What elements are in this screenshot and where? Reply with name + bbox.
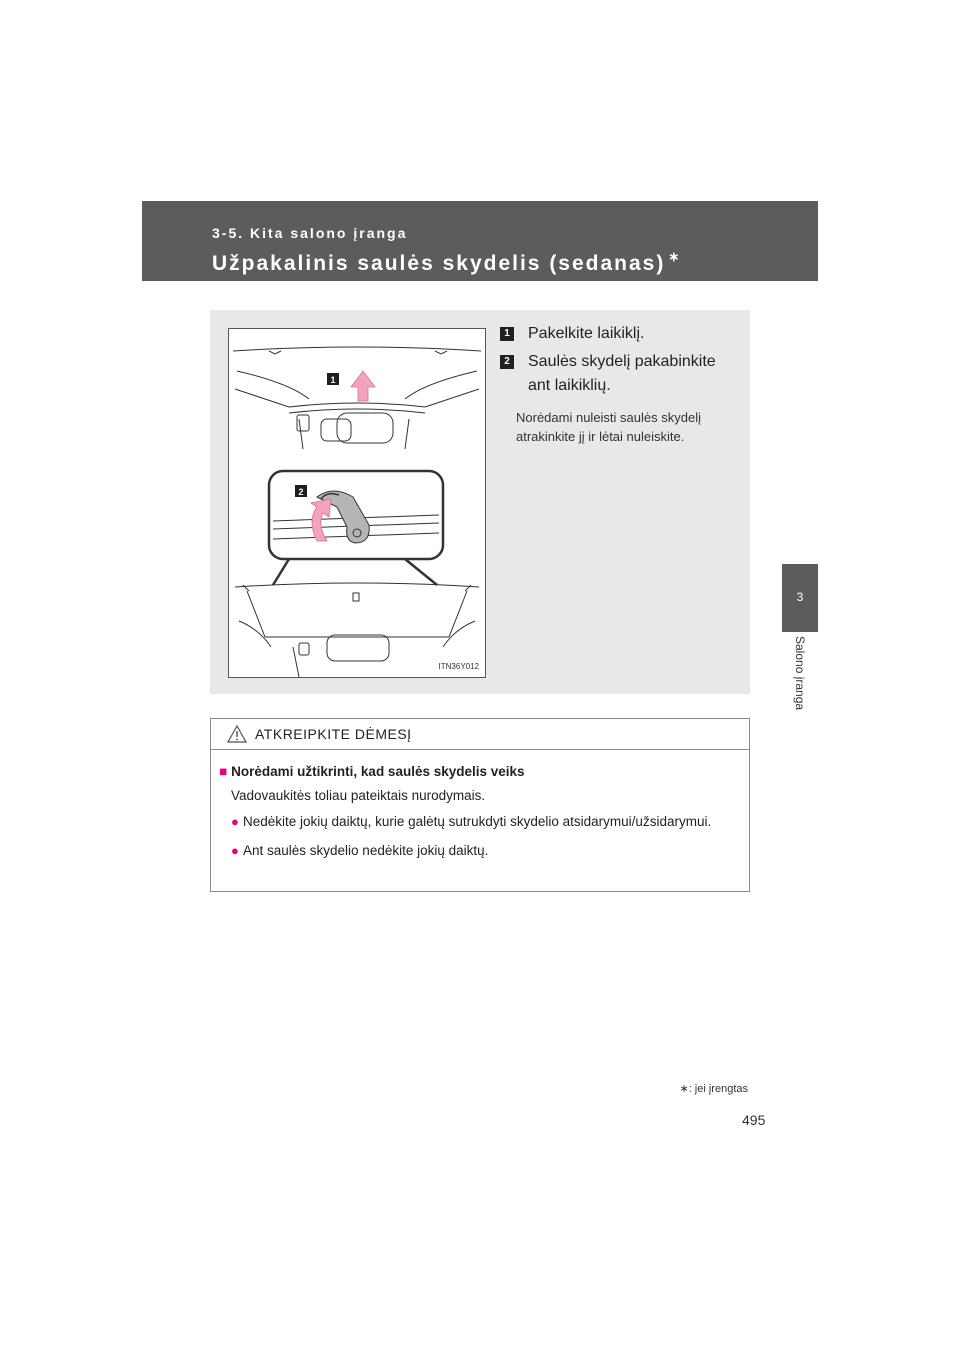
chapter-label [786, 636, 814, 736]
caution-box [210, 718, 750, 892]
caution-bullet-text: Nedėkite jokių daiktų, kurie galėtų sutrukdyti skydelio atsidarymui/užsidarymui. [243, 814, 712, 829]
illustration-panel [210, 310, 750, 694]
square-bullet-icon: ■ [219, 764, 228, 779]
caution-bullet [219, 841, 741, 861]
footnote-mark: ∗ [679, 1083, 689, 1095]
page-title [212, 249, 681, 276]
step-badge: 2 [500, 355, 514, 369]
step-list [500, 322, 740, 446]
caution-heading-text: Norėdami užtikrinti, kad saulės skydelis veiks [231, 764, 525, 779]
car-interior-drawing [229, 329, 485, 677]
footnote-text: : jei įrengtas [688, 1083, 748, 1095]
lift-arrow [351, 371, 375, 401]
section-header [142, 201, 818, 281]
step-text: Saulės skydelį pakabinkite ant laikiklių. [528, 353, 716, 394]
chapter-tab [782, 564, 818, 632]
callout-1: 1 [330, 375, 336, 385]
step-item [500, 322, 740, 346]
chapter-label-text: Salono įranga [793, 636, 807, 711]
chapter-number: 3 [796, 590, 804, 604]
sunshade-illustration [228, 328, 486, 678]
caution-header [211, 719, 749, 750]
title-asterisk: ∗ [668, 249, 682, 264]
step-note: Norėdami nuleisti saulės skydelį atrakinkite jį ir lėtai nuleiskite. [516, 410, 701, 444]
step-text: Pakelkite laikiklį. [528, 325, 645, 342]
page-number: 495 [742, 1112, 766, 1128]
footnote [679, 1082, 748, 1095]
page-title-text: Užpakalinis saulės skydelis (sedanas) [212, 252, 666, 275]
section-number: 3-5. Kita salono įranga [212, 225, 408, 241]
caution-heading [219, 764, 741, 779]
circle-bullet-icon: ● [231, 843, 239, 858]
caution-title: ATKREIPKITE DĖMESĮ [255, 726, 412, 742]
caution-body [211, 750, 749, 861]
step-badge: 1 [500, 327, 514, 341]
circle-bullet-icon: ● [231, 814, 239, 829]
caution-bullet [219, 812, 741, 832]
caution-intro: Vadovaukitės toliau pateiktais nurodymais. [231, 788, 486, 803]
step-item [500, 350, 740, 398]
figure-code: ITN36Y012 [438, 662, 479, 671]
warning-triangle-icon [227, 725, 247, 743]
caution-bullet-text: Ant saulės skydelio nedėkite jokių daiktų. [243, 843, 489, 858]
callout-2: 2 [298, 487, 304, 497]
